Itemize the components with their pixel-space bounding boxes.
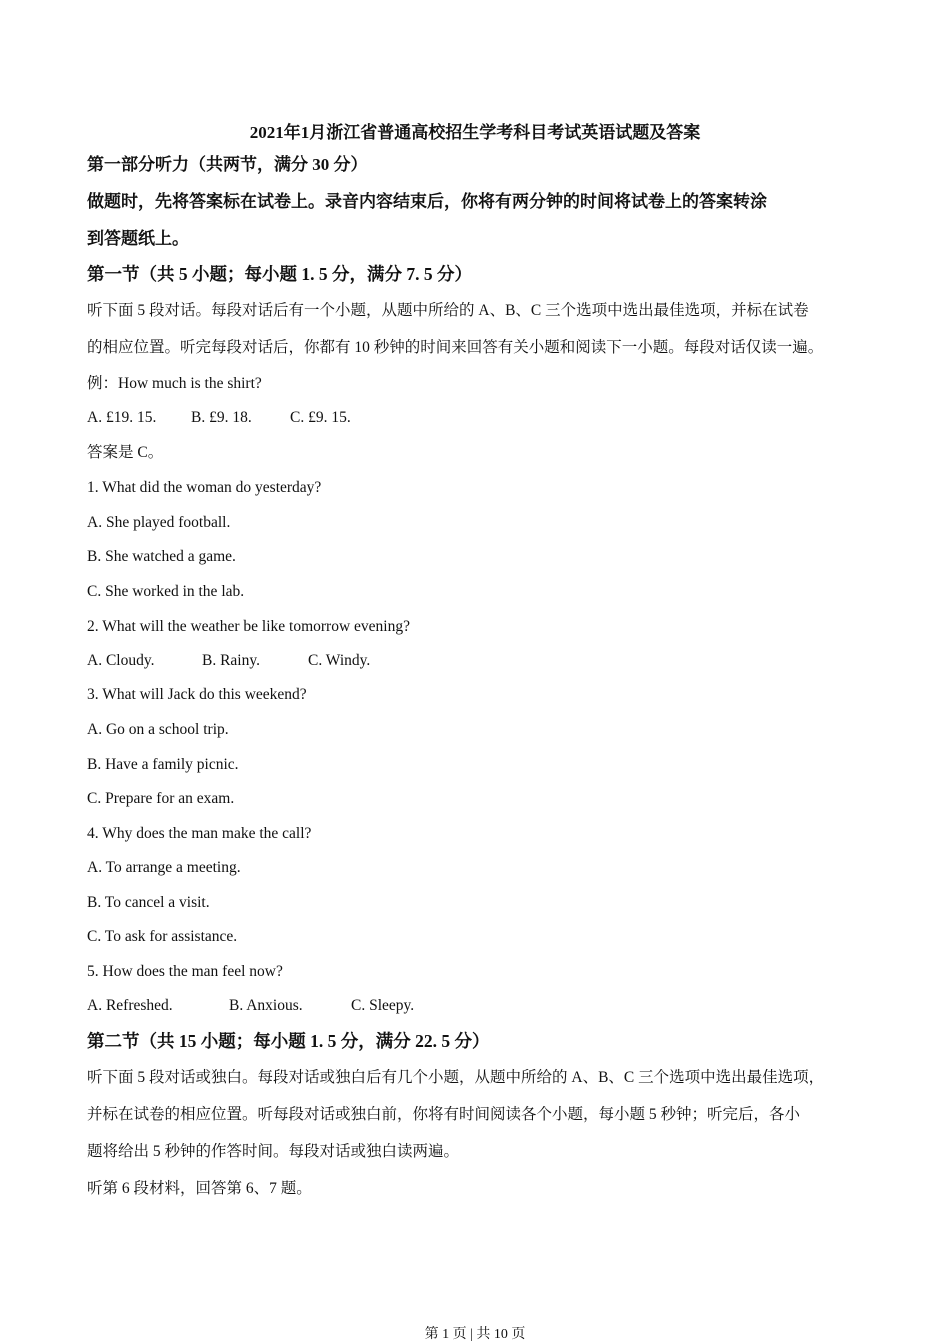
- question-4: 4. Why does the man make the call?: [87, 825, 312, 842]
- question-3-option-a: A. Go on a school trip.: [87, 721, 229, 738]
- section2-heading: 第二节（共 15 小题；每小题 1. 5 分，满分 22. 5 分）: [87, 1031, 490, 1051]
- question-4-option-b: B. To cancel a visit.: [87, 894, 210, 911]
- question-2-option-c: C. Windy.: [308, 652, 371, 669]
- question-5-option-a: A. Refreshed.: [87, 997, 173, 1014]
- question-4-option-a: A. To arrange a meeting.: [87, 859, 241, 876]
- document-title: 2021年1月浙江省普通高校招生学考科目考试英语试题及答案: [249, 123, 701, 142]
- example-answer: 答案是 C。: [87, 444, 164, 461]
- page-footer: 第 1 页 | 共 10 页: [424, 1327, 526, 1342]
- question-3-option-c: C. Prepare for an exam.: [87, 790, 235, 807]
- question-2-option-a: A. Cloudy.: [87, 652, 155, 669]
- question-2-option-b: B. Rainy.: [202, 652, 260, 669]
- question-1-option-a: A. She played football.: [87, 514, 231, 531]
- question-5: 5. How does the man feel now?: [87, 963, 283, 980]
- section1-heading: 第一节（共 5 小题；每小题 1. 5 分，满分 7. 5 分）: [87, 264, 472, 284]
- section2-directions-line2: 并标在试卷的相应位置。听每段对话或独白前，你将有时间阅读各个小题，每小题 5 秒钟；听完后，各小: [87, 1106, 801, 1123]
- question-3-option-b: B. Have a family picnic.: [87, 756, 239, 773]
- question-1-option-b: B. She watched a game.: [87, 548, 236, 565]
- example-question: 例：How much is the shirt?: [87, 375, 262, 392]
- part1-heading: 第一部分听力（共两节，满分 30 分）: [87, 155, 368, 174]
- question-5-option-b: B. Anxious.: [229, 997, 303, 1014]
- question-5-options: [87, 996, 414, 1016]
- section2-directions-line3: 题将给出 5 秒钟的作答时间。每段对话或独白读两遍。: [87, 1143, 460, 1160]
- section2-directions-line1: 听下面 5 段对话或独白。每段对话或独白后有几个小题，从题中所给的 A、B、C 三个选项中选出最佳选项，: [87, 1069, 825, 1086]
- section1-directions-line2: 的相应位置。听完每段对话后，你都有 10 秒钟的时间来回答有关小题和阅读下一小题。每段对话仅读一遍。: [87, 339, 824, 356]
- part1-instruction-line1: 做题时，先将答案标在试卷上。录音内容结束后，你将有两分钟的时间将试卷上的答案转涂: [87, 192, 767, 211]
- question-2: 2. What will the weather be like tomorrow evening?: [87, 618, 410, 635]
- question-1: 1. What did the woman do yesterday?: [87, 479, 322, 496]
- question-4-option-c: C. To ask for assistance.: [87, 928, 238, 945]
- question-2-options: [87, 651, 370, 671]
- question-5-option-c: C. Sleepy.: [351, 997, 415, 1014]
- material-6-note: 听第 6 段材料，回答第 6、7 题。: [87, 1180, 312, 1197]
- part1-instruction-line2: 到答题纸上。: [87, 229, 189, 248]
- question-1-option-c: C. She worked in the lab.: [87, 583, 245, 600]
- example-option-a: A. £19. 15.: [87, 409, 157, 426]
- section1-directions-line1: 听下面 5 段对话。每段对话后有一个小题，从题中所给的 A、B、C 三个选项中选出最佳选项，并标在试卷: [87, 302, 809, 319]
- example-options: [87, 408, 351, 428]
- example-option-c: C. £9. 15.: [290, 409, 351, 426]
- question-3: 3. What will Jack do this weekend?: [87, 686, 307, 703]
- example-option-b: B. £9. 18.: [191, 409, 252, 426]
